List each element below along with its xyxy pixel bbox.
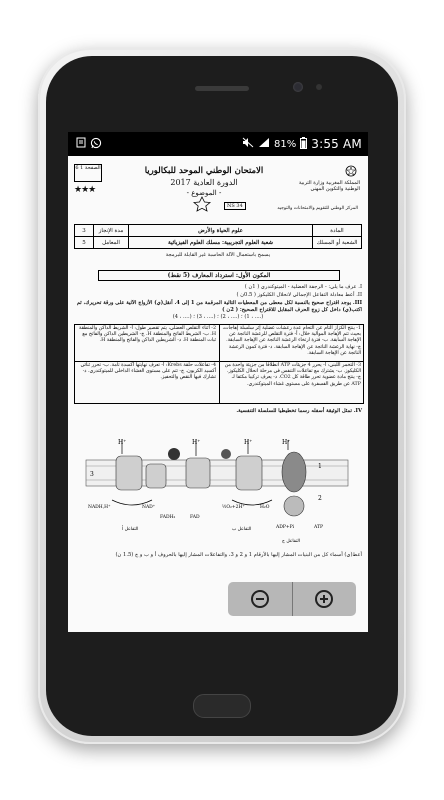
diagram-o2: ½O₂+2H⁺ [222,505,245,510]
evaluation-center: المركز الوطني للتقويم والامتحانات والتوجيه [277,206,358,211]
option-cell-1: 1- ينتج الكزاز التام عن التحام عدة رعشات عضلية إثر سلسلة إهاجات، بحيث تتم الإهاجة الموالية خلال: أ- فترة التقلص للرعشة الناتجة عن الإهاجة السابقة. ب- فترة ارتخاء الرعشة الناتجة عن الإهاجة السابقة. ج- نهاية الرعشة الناتجة عن الإهاجة السابقة. د- فترة كمون الرعشة الناتجة عن الإهاجة السابقة. [222,326,361,356]
proximity-sensor [316,84,322,90]
zoom-controls [228,582,356,616]
status-bar [68,132,368,156]
whatsapp-icon [90,137,102,152]
mute-icon [242,137,254,151]
question-2: II. أعط معادلة التفاعل الإجمالي لانحلال الكليكوز ( 0.5ن ) [236,292,362,298]
earpiece-speaker [195,86,249,91]
ns-code: NS 34 [224,202,246,210]
diagram-h3: H⁺ [244,439,253,446]
header-center [134,166,274,197]
page-number-box: الصفحة 1 6 [74,164,102,182]
duration-value: 3 [75,225,94,237]
diagram-h4: H⁺ [282,439,291,446]
question-1: I. عرف ما يلي: - الرجفة العضلية - الميتوكندري ( 1ن ) [244,284,362,290]
option-cell-3: 3- التخمر اللبني: أ- يحرر 4 جزيئات ATP انطلاقا من جزيئة واحدة من الكليكوز. ب- يشترك مع تفاعلات التنفس في مرحلة انحلال الكليكوز. ج- ينتج مادة عضوية تحرر طاقة كل CO2. د- يعرف تركيبا مكثفا لـ ATP عن طريق الفسفرة على مستوى غشاء الميتوكندري. [224,363,361,387]
signal-icon [258,137,270,151]
option-cell-2: 2- أثناء التقلص العضلي، يتم تقصير طول: أ- الشريط الداكن والمنطقة H. ب- الشريط الفاتح والمنطقة H. ج- الشريطين الداكن والفاتح مع ثبات المنطقة H. د- الشريطين الداكن والفاتح والمنطقة H. [78,326,216,344]
header-left [74,164,118,195]
branch-label: الشعبة أو المسلك [313,237,362,249]
diagram-reaction-a: التفاعل أ [122,527,139,532]
stars-icon: ★★★ [74,185,96,195]
section-title: المكون الأول: استرداد المعارف (5 نقط) [98,270,340,281]
zoom-in-button[interactable] [293,582,357,616]
question-4: IV. تمثل الوثيقة أسفله رسما تخطيطيا للسلسلة التنفسية. [236,408,362,414]
moroccan-emblem-icon [342,164,360,178]
exam-info-table [74,224,362,249]
exam-title: الامتحان الوطني الموحد للبكالوريا [144,166,264,176]
calculator-note: يسمح باستعمال الآلة الحاسبة غير القابلة للبرمجة [165,252,271,258]
home-button[interactable] [193,694,251,718]
diagram-nadh: NADH,H⁺ [88,505,111,510]
diagram-nad: NAD⁺ [142,505,156,510]
subject-value: علوم الحياة والأرض [129,225,313,237]
exam-document[interactable] [68,156,368,632]
battery-percent: 81% [274,138,297,150]
diagram-reaction-b: التفاعل ب [232,527,252,532]
battery-icon [300,137,307,152]
question-3: III. يوجد اقتراح صحيح بالنسبة لكل معطى من المعطيات التالية المرقمة من 1 إلى 4. أنقل(ي) الأزواج الآتية على ورقة تحريرك، ثم اكتب(ي) داخل كل زوج الحرف المقابل للاقتراح الصحيح: ( 2ن ) [76,300,362,313]
diagram-atp: ATP [314,525,324,530]
question-4-task: أعط(ي) أسماء كل من البنيات المشار إليها بالأرقام 1 و 2 و 3، والتفاعلات المشار إليها بالحروف أ و ب و ج (1.5 ن) [115,552,362,558]
document-icon [76,137,86,151]
subject-word: - الموضوع - [186,189,222,197]
diagram-adp: ADP+Pi [276,525,295,530]
ministry-name: المملكة المغربية وزارة التربية الوطنية والتكوين المهني [298,180,360,192]
ministry-block [290,164,360,192]
diagram-h1: H⁺ [118,439,127,446]
subject-label: المادة [313,225,362,237]
exam-session: الدورة العادية 2017 [170,178,238,187]
phone-screen [68,132,368,632]
diagram-reaction-c: التفاعل ج [282,539,301,544]
coef-label: المعامل [94,237,129,249]
duration-label: مدة الإنجاز [94,225,129,237]
diagram-n1: 1 [318,463,322,470]
clock-time: 3:55 AM [311,137,362,151]
option-cell-4: 4- تفاعلات حلقة Krebs: أ- تعرف نهايتها أكسدة تامة. ب- تحرر ثنائي أكسيد الكربون. ج- تتم على مستوى الغشاء الداخلي للميتوكندري. د- تشارك فيها النقص والتحفيز. [80,363,216,381]
diagram-fad: FAD [190,515,200,520]
front-camera [293,82,303,92]
zoom-out-button[interactable] [228,582,292,616]
diagram-n3: 3 [90,471,94,478]
diagram-h2: H⁺ [192,439,201,446]
options-grid [74,324,364,404]
question-3-pairs: (.... ، 1) ؛ (.... ، 2) ؛ (.... ، 3) ؛ (.... ، 4) [172,314,264,320]
diagram-fadh2: FADH₂ [160,515,176,520]
respiratory-chain-diagram [82,438,354,546]
coef-value: 5 [75,237,94,249]
zoom-out-icon [248,587,272,611]
branch-value: شعبة العلوم التجريبية: مسلك العلوم الفيزيائية [129,237,313,249]
diagram-h2o: H₂O [260,505,270,510]
diagram-n2: 2 [318,495,322,502]
zoom-in-icon [312,587,336,611]
